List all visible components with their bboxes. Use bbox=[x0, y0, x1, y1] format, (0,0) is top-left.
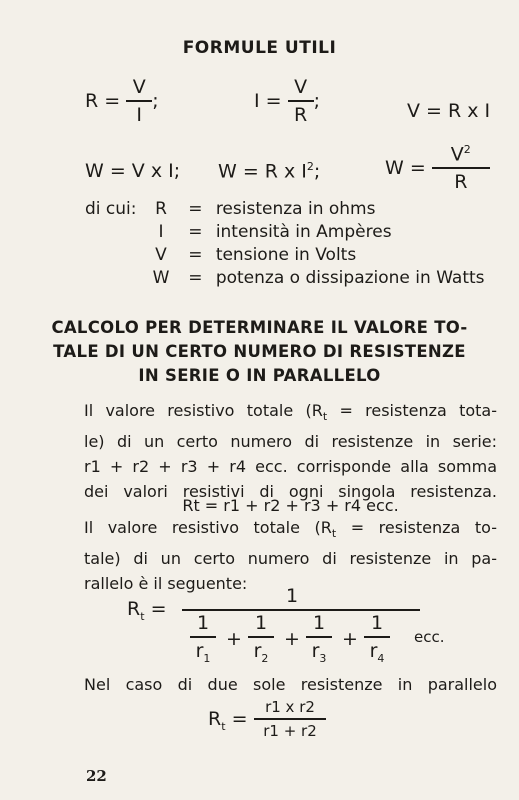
fraction-bar bbox=[364, 636, 390, 638]
definition-symbol: I bbox=[158, 222, 164, 242]
definition-row bbox=[147, 199, 375, 219]
formula-i-fraction bbox=[288, 76, 314, 126]
page-number: 22 bbox=[86, 767, 107, 785]
page-title: FORMULE UTILI bbox=[182, 38, 337, 58]
due-lhs-text: R bbox=[208, 708, 222, 730]
parallelo-numerator: 1 bbox=[286, 585, 299, 607]
parallelo-main-bar bbox=[182, 609, 420, 611]
formula-i bbox=[254, 76, 320, 126]
subscript: 3 bbox=[319, 651, 327, 665]
parallelo-term bbox=[190, 612, 216, 664]
formula-r-fraction bbox=[126, 76, 152, 126]
term-num: 1 bbox=[254, 612, 268, 634]
parallelo-lhs-text: R bbox=[127, 598, 141, 620]
paragraph-line bbox=[84, 398, 497, 429]
formula-w3-num-exp: 2 bbox=[463, 143, 471, 156]
formula-r-num: V bbox=[132, 76, 146, 98]
term-num: 1 bbox=[370, 612, 384, 634]
due-num: r1 x r2 bbox=[265, 698, 315, 716]
formula-r-sep: ; bbox=[152, 89, 159, 112]
formula-w3-lhs: W = bbox=[385, 156, 426, 179]
term-den-text: r bbox=[195, 639, 204, 662]
definition-desc: intensità in Ampères bbox=[215, 222, 392, 242]
subscript: 1 bbox=[203, 651, 211, 665]
formula-w2-exp: 2 bbox=[306, 160, 314, 173]
paragraph-line: rallelo è il seguente: bbox=[84, 574, 248, 594]
fraction-bar bbox=[306, 636, 332, 638]
term-den-text: r bbox=[311, 639, 320, 662]
due-fraction bbox=[254, 698, 326, 740]
definition-row bbox=[147, 245, 356, 265]
parallelo-term bbox=[306, 612, 332, 664]
formula-i-den: R bbox=[294, 103, 308, 126]
parallelo-plus: + bbox=[342, 628, 358, 650]
parallelo-term bbox=[248, 612, 274, 664]
serie-paragraph bbox=[84, 398, 497, 504]
paragraph-line: dei valori resistivi di ogni singola resistenza. bbox=[84, 482, 497, 502]
definition-desc: tensione in Volts bbox=[215, 245, 357, 265]
due-den: r1 + r2 bbox=[263, 721, 317, 740]
paragraph-line: tale) di un certo numero di resistenze in pa- bbox=[84, 549, 497, 569]
paragraph-text: = resistenza to- bbox=[336, 518, 497, 537]
term-den bbox=[306, 640, 332, 665]
formula-w3 bbox=[385, 143, 490, 193]
parallelo-paragraph bbox=[84, 515, 497, 596]
definition-eq: = bbox=[188, 222, 203, 242]
formula-i-num: V bbox=[294, 76, 308, 98]
formula-r-lhs: R = bbox=[85, 89, 121, 112]
due-lhs bbox=[208, 708, 248, 733]
section-heading-line: IN SERIE O IN PARALLELO bbox=[138, 366, 381, 385]
paragraph-text: Il valore resistivo totale (R bbox=[84, 401, 323, 420]
definition-desc: resistenza in ohms bbox=[215, 199, 376, 219]
fraction-bar bbox=[254, 718, 326, 720]
paragraph-line: r1 + r2 + r3 + r4 ecc. corrisponde alla somma bbox=[84, 457, 497, 477]
paragraph-line bbox=[84, 515, 497, 546]
due-eq: = bbox=[231, 708, 248, 730]
paragraph-line: Nel caso di due sole resistenze in parallelo bbox=[84, 675, 497, 694]
fraction-bar bbox=[432, 167, 490, 169]
term-den-text: r bbox=[369, 639, 378, 662]
subscript: 2 bbox=[261, 651, 269, 665]
term-den-text: r bbox=[253, 639, 262, 662]
definition-symbol: R bbox=[155, 199, 167, 219]
term-num: 1 bbox=[196, 612, 210, 634]
term-den bbox=[190, 640, 216, 665]
due-paragraph bbox=[84, 672, 497, 697]
definition-eq: = bbox=[188, 245, 203, 265]
parallelo-term bbox=[364, 612, 390, 664]
parallelo-ecc: ecc. bbox=[414, 628, 445, 646]
subscript: t bbox=[331, 527, 337, 541]
parallelo-plus: + bbox=[226, 628, 242, 650]
formula-w3-den: R bbox=[454, 170, 468, 193]
subscript: t bbox=[140, 609, 145, 623]
subscript: t bbox=[221, 719, 226, 733]
formula-w3-num-base: V bbox=[450, 143, 464, 166]
fraction-bar bbox=[288, 100, 314, 102]
formula-r-den: I bbox=[136, 103, 143, 126]
paragraph-line: le) di un certo numero di resistenze in serie: bbox=[84, 432, 497, 452]
definition-row bbox=[147, 268, 485, 288]
term-fraction bbox=[364, 612, 390, 664]
formula-r bbox=[85, 76, 159, 126]
fraction-bar bbox=[126, 100, 152, 102]
term-den bbox=[364, 640, 390, 665]
term-fraction bbox=[306, 612, 332, 664]
paragraph-text: = resistenza tota- bbox=[327, 401, 497, 420]
formula-i-lhs: I = bbox=[254, 89, 282, 112]
subscript: t bbox=[322, 410, 328, 424]
formula-i-sep: ; bbox=[313, 89, 321, 112]
term-num: 1 bbox=[312, 612, 326, 634]
section-heading-line: CALCOLO PER DETERMINARE IL VALORE TO- bbox=[51, 318, 468, 337]
formula-w2-base: W = R x I bbox=[218, 160, 307, 183]
formula-w2 bbox=[218, 160, 320, 182]
fraction-bar bbox=[248, 636, 274, 638]
definition-symbol: V bbox=[155, 245, 167, 265]
definition-symbol: W bbox=[152, 268, 170, 288]
subscript: 4 bbox=[377, 651, 385, 665]
formula-w1: W = V x I; bbox=[85, 160, 181, 182]
definition-row bbox=[147, 222, 392, 242]
definition-eq: = bbox=[188, 268, 203, 288]
term-fraction bbox=[190, 612, 216, 664]
formula-w3-fraction bbox=[432, 143, 490, 193]
formula-v: V = R x I bbox=[407, 100, 491, 122]
term-fraction bbox=[248, 612, 274, 664]
definitions-intro: di cui: bbox=[85, 199, 137, 219]
fraction-bar bbox=[190, 636, 216, 638]
term-den bbox=[248, 640, 274, 665]
definition-desc: potenza o dissipazione in Watts bbox=[215, 268, 485, 288]
formula-w2-sep: ; bbox=[313, 160, 321, 183]
definition-eq: = bbox=[188, 199, 203, 219]
section-heading bbox=[0, 316, 519, 388]
parallelo-lhs bbox=[127, 598, 167, 623]
parallelo-plus: + bbox=[284, 628, 300, 650]
parallelo-eq: = bbox=[150, 598, 167, 620]
formula-w3-num bbox=[432, 143, 490, 165]
serie-formula: Rt = r1 + r2 + r3 + r4 ecc. bbox=[182, 496, 399, 515]
paragraph-text: Il valore resistivo totale (R bbox=[84, 518, 332, 537]
section-heading-line: TALE DI UN CERTO NUMERO DI RESISTENZE bbox=[53, 342, 466, 361]
